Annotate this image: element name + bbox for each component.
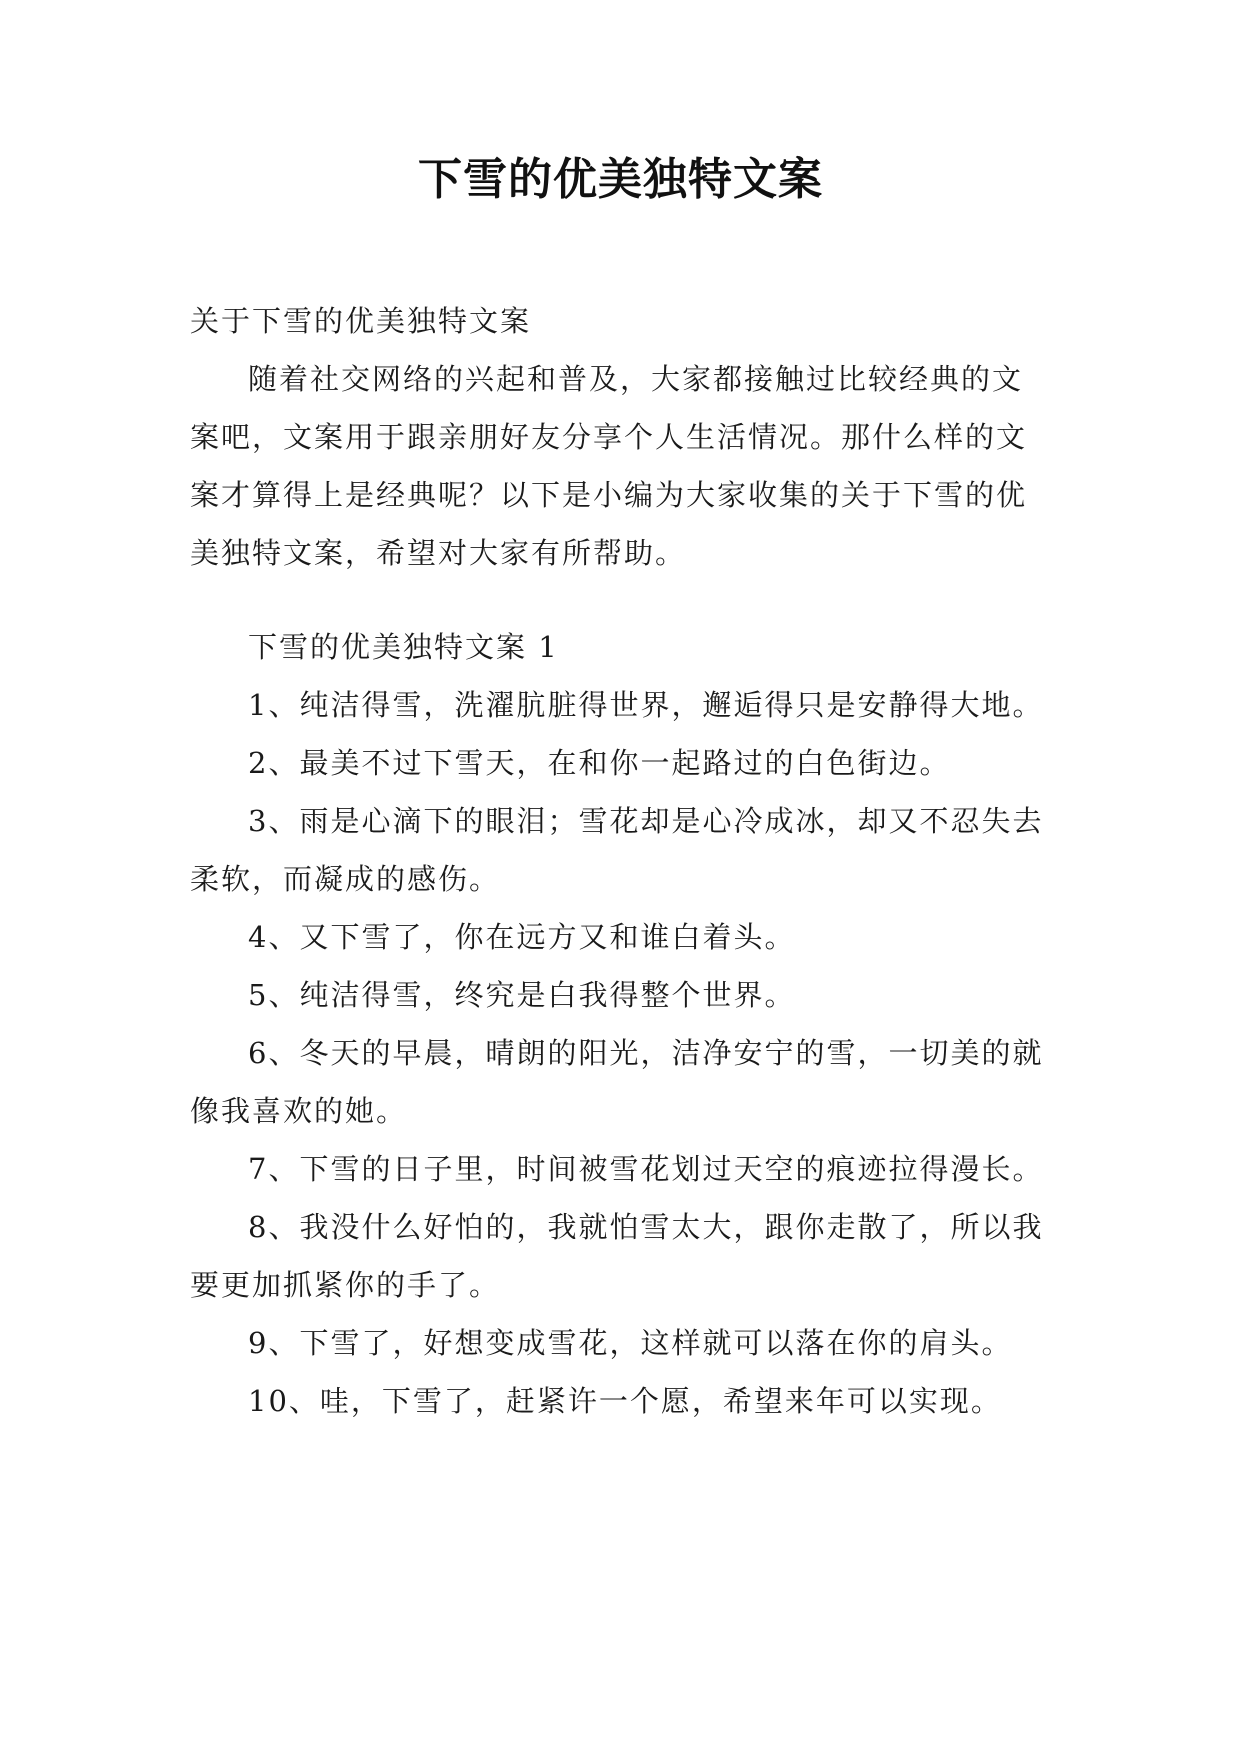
- intro-paragraph: 随着社交网络的兴起和普及，大家都接触过比较经典的文案吧，文案用于跟亲朋好友分享个人生活情况。那什么样的文案才算得上是经典呢？以下是小编为大家收集的关于下雪的优美独特文案，希望对大家有所帮助。: [190, 362, 1028, 570]
- list-item: 2、最美不过下雪天，在和你一起路过的白色街边。: [248, 746, 951, 780]
- list-item: 7、下雪的日子里，时间被雪花划过天空的痕迹拉得漫长。: [248, 1152, 1044, 1186]
- list-item: 9、下雪了，好想变成雪花，这样就可以落在你的肩头。: [248, 1326, 1013, 1360]
- list-item: 4、又下雪了，你在远方又和谁白着头。: [248, 920, 796, 954]
- section-heading: 下雪的优美独特文案 1: [248, 630, 559, 664]
- list-item: 10、哇，下雪了，赶紧许一个愿，希望来年可以实现。: [248, 1384, 1002, 1418]
- list-item: 3、雨是心滴下的眼泪；雪花却是心冷成冰，却又不忍失去柔软，而凝成的感伤。: [190, 804, 1044, 896]
- list-item: 5、纯洁得雪，终究是白我得整个世界。: [248, 978, 796, 1012]
- document-title: 下雪的优美独特文案: [418, 154, 823, 205]
- intro-heading: 关于下雪的优美独特文案: [190, 304, 532, 338]
- document-body: [190, 292, 1050, 1430]
- list-item: 1、纯洁得雪，洗濯肮脏得世界，邂逅得只是安静得大地。: [248, 688, 1044, 722]
- list-item: 6、冬天的早晨，晴朗的阳光，洁净安宁的雪，一切美的就像我喜欢的她。: [190, 1036, 1044, 1128]
- list-item: 8、我没什么好怕的，我就怕雪太大，跟你走散了，所以我要更加抓紧你的手了。: [190, 1210, 1044, 1302]
